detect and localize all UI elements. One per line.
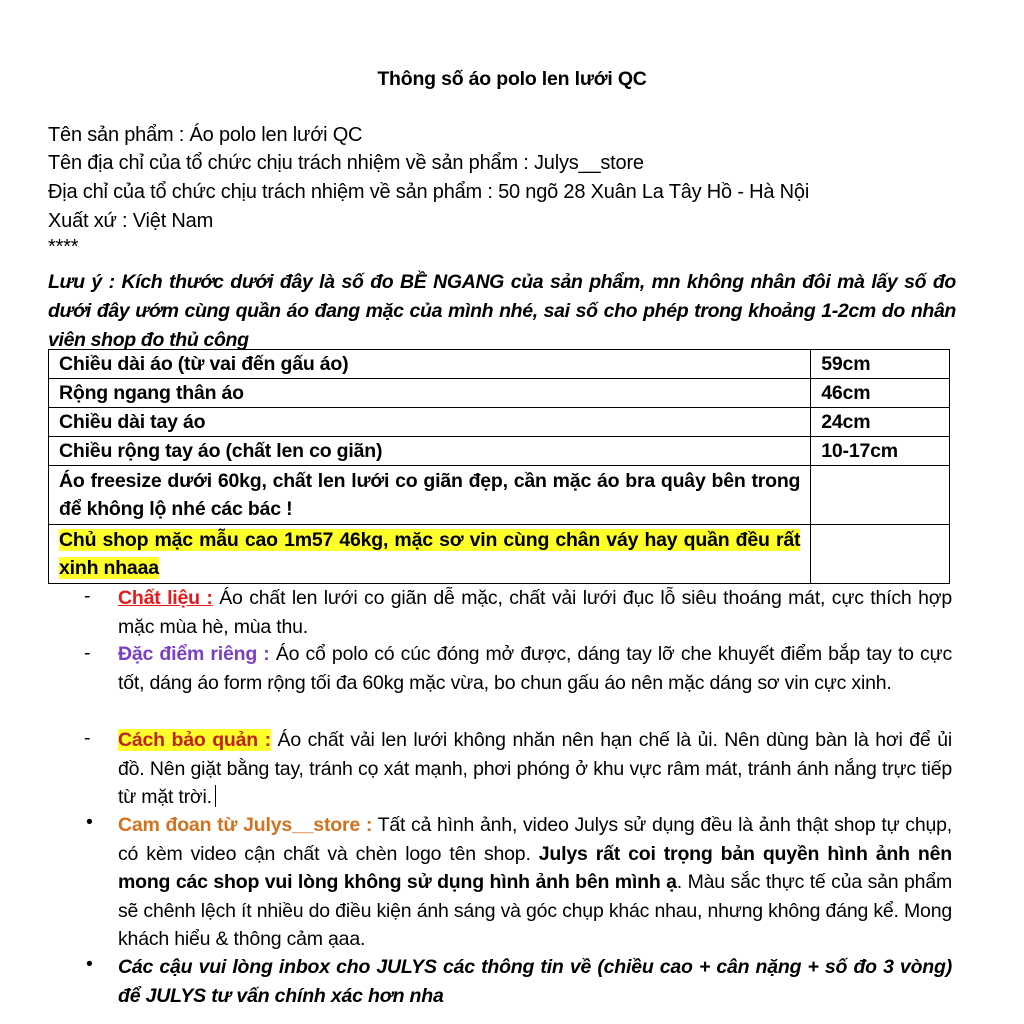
commitment-key: Cam đoan từ Julys__store : <box>118 814 373 836</box>
product-name-line: Tên sản phẩm : Áo polo len lưới QC <box>48 124 363 146</box>
list-item-material <box>118 584 952 641</box>
commitment-bold-text: Julys rất coi trọng bản quyền hình ảnh nên mong các shop vui lòng không sử dụng hình ảnh bên mình ạ <box>118 842 952 893</box>
list-item-feature <box>118 640 952 697</box>
care-key: Cách bảo quản : <box>118 729 271 751</box>
care-text: Áo chất vải len lưới không nhăn nên hạn chế là ủi. Nên dùng bàn là hơi để ủi đồ. Nên giặt bằng tay, tránh cọ xát mạnh, phơi phóng ở khu vực râm mát, tránh ánh nắng trực tiếp từ mặt trời. <box>118 729 952 808</box>
material-key: Chất liệu : <box>118 587 213 609</box>
org-name-line: Tên địa chỉ của tổ chức chịu trách nhiệm về sản phẩm : Julys__store <box>48 152 644 174</box>
bullet-dot: • <box>86 811 93 833</box>
table-cell-value: 24cm <box>811 408 950 437</box>
table-cell-label: Rộng ngang thân áo <box>49 379 811 408</box>
feature-key: Đặc điểm riêng : <box>118 643 270 665</box>
page-title: Thông số áo polo len lưới QC <box>377 68 647 90</box>
material-text: Áo chất len lưới co giãn dễ mặc, chất vải lưới đục lỗ siêu thoáng mát, cực thích hợp mặc mùa hè, mùa thu. <box>118 587 952 638</box>
table-cell-value <box>811 525 950 584</box>
table-cell-label: Chiều rộng tay áo (chất len co giãn) <box>49 437 811 466</box>
table-cell-label: Áo freesize dưới 60kg, chất len lưới co giãn đẹp, cần mặc áo bra quây bên trong để không lộ nhé các bác ! <box>49 466 811 525</box>
table-row <box>49 350 950 379</box>
table-cell-value <box>811 466 950 525</box>
table-row <box>49 379 950 408</box>
list-item-commitment <box>118 811 952 954</box>
table-row <box>49 408 950 437</box>
table-row <box>49 437 950 466</box>
dash-marker: - <box>84 642 91 664</box>
dash-marker: - <box>84 727 91 749</box>
list-item-inbox: Các cậu vui lòng inbox cho JULYS các thông tin về (chiều cao + cân nặng + số đo 3 vòng) để JULYS tư vấn chính xác hơn nha <box>118 956 952 1007</box>
size-note: Lưu ý : Kích thước dưới đây là số đo BỀ NGANG của sản phẩm, mn không nhân đôi mà lấy số đo dưới đây ướm cùng quần áo đang mặc của mình nhé, sai số cho phép trong khoảng 1-2cm do nhân viên shop đo thủ công <box>48 271 956 351</box>
org-address-line: Địa chỉ của tổ chức chịu trách nhiệm về sản phẩm : 50 ngõ 28 Xuân La Tây Hồ - Hà Nội <box>48 181 810 203</box>
table-cell-label: Chiều dài tay áo <box>49 408 811 437</box>
stars-line: **** <box>48 236 79 258</box>
commitment-text: Tất cả hình ảnh, video Julys sử dụng đều là ảnh thật shop tự chụp, có kèm video cận chất và chèn logo tên shop. <box>118 814 952 865</box>
model-info-highlight: Chủ shop mặc mẫu cao 1m57 46kg, mặc sơ vin cùng chân váy hay quần đều rất xinh nhaaa <box>59 529 801 579</box>
table-cell-value: 59cm <box>811 350 950 379</box>
size-table <box>48 349 950 584</box>
table-cell-label: Chiều dài áo (từ vai đến gấu áo) <box>49 350 811 379</box>
table-row <box>49 466 950 525</box>
table-cell-value: 46cm <box>811 379 950 408</box>
commitment-text-2: . Màu sắc thực tế của sản phẩm sẽ chênh lệch ít nhiều do điều kiện ánh sáng và góc chụp khác nhau, nhưng không đáng kể. Mong khách hiểu & thông cảm ạaa. <box>118 871 953 950</box>
feature-text: Áo cổ polo có cúc đóng mở được, dáng tay lỡ che khuyết điểm bắp tay to cực tốt, dáng áo form rộng tối đa 60kg mặc vừa, bo chun gấu áo nên mặc dáng sơ vin cực xinh. <box>118 643 952 694</box>
list-item-care <box>118 726 952 812</box>
origin-line: Xuất xứ : Việt Nam <box>48 210 214 232</box>
text-cursor <box>215 785 216 807</box>
table-cell-label <box>49 525 811 584</box>
table-cell-value: 10-17cm <box>811 437 950 466</box>
dash-marker: - <box>84 585 91 607</box>
bullet-dot: • <box>86 953 93 975</box>
table-row <box>49 525 950 584</box>
